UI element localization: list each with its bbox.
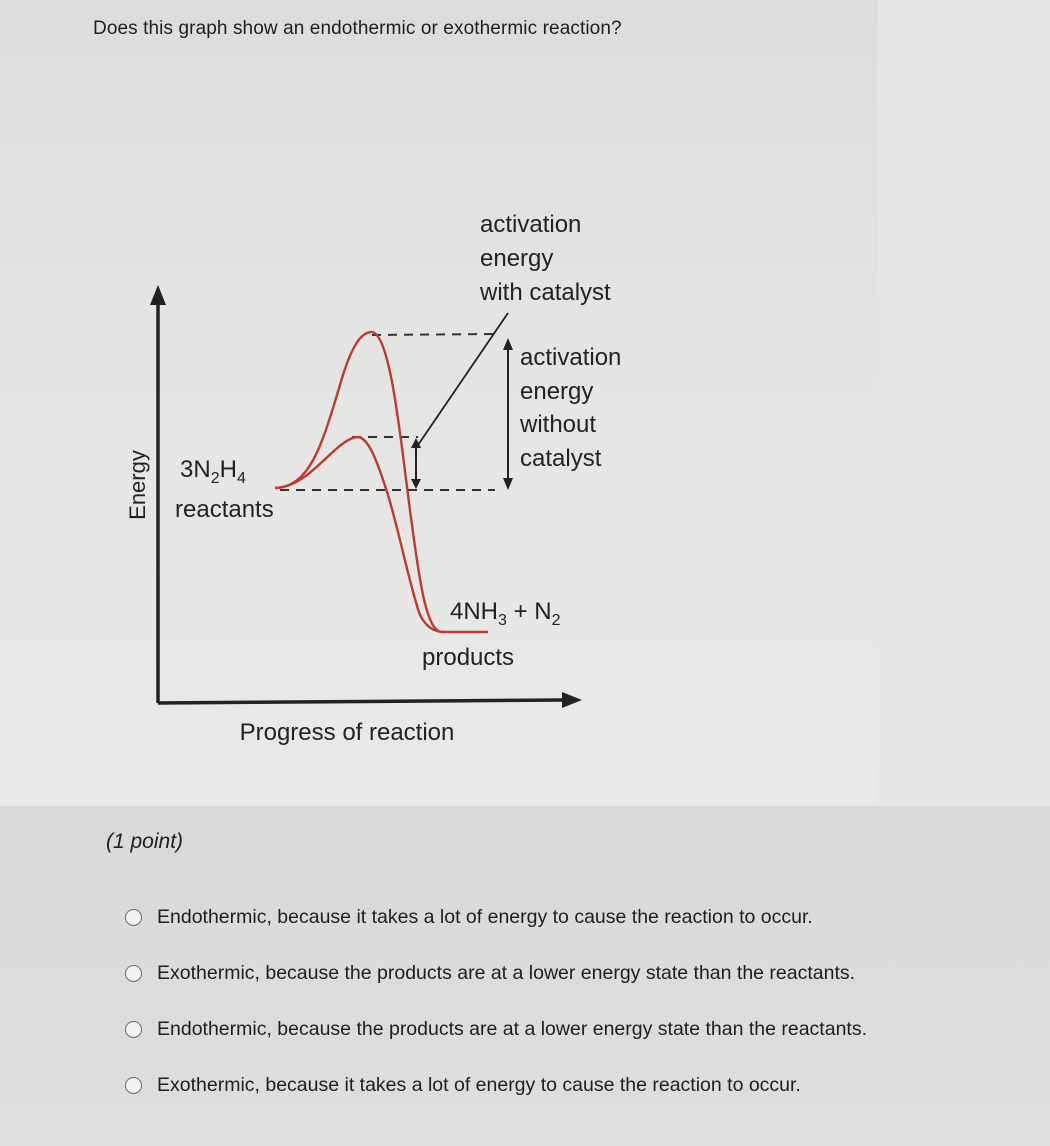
choice-3-label: Endothermic, because the products are at a lower energy state than the reactants. xyxy=(157,1018,867,1040)
choice-1[interactable] xyxy=(125,906,813,929)
curve-without-catalyst xyxy=(275,332,488,632)
radio-button[interactable] xyxy=(125,1021,142,1038)
radio-button[interactable] xyxy=(125,909,142,926)
without-catalyst-label-3: without xyxy=(520,411,597,438)
question-text: Does this graph show an endothermic or exothermic reaction? xyxy=(93,18,622,39)
product-formula: $4NH_3 + N_2$ xyxy=(450,598,561,629)
energy-diagram xyxy=(100,195,720,765)
choice-4[interactable] xyxy=(125,1074,801,1097)
arrow-with-catalyst-head-bottom xyxy=(411,479,421,489)
choice-2-label: Exothermic, because the products are at a lower energy state than the reactants. xyxy=(157,962,856,984)
radio-button[interactable] xyxy=(125,1077,142,1094)
choice-3[interactable] xyxy=(125,1018,867,1041)
reactant-label: reactants xyxy=(175,496,274,523)
x-axis xyxy=(158,700,565,703)
points-label: (1 point) xyxy=(106,830,184,853)
choice-2[interactable] xyxy=(125,962,855,985)
with-catalyst-label-2: energy xyxy=(480,245,554,272)
x-axis-label: Progress of reaction xyxy=(239,719,455,746)
arrow-without-catalyst-head-bottom xyxy=(503,478,513,490)
radio-button[interactable] xyxy=(125,965,142,982)
y-axis-arrow xyxy=(150,285,166,305)
x-axis-arrow xyxy=(562,692,582,708)
peak-without-catalyst-dashed xyxy=(372,334,500,335)
arrow-without-catalyst-head-top xyxy=(503,338,513,350)
reactant-formula: $3N_2H_4$ xyxy=(180,456,246,487)
without-catalyst-label-2: energy xyxy=(520,378,594,405)
y-axis-label: Energy xyxy=(125,450,150,520)
without-catalyst-label-1: activation xyxy=(520,344,622,371)
product-label: products xyxy=(422,644,515,671)
with-catalyst-label-1: activation xyxy=(480,211,582,238)
choice-4-label: Exothermic, because it takes a lot of energy to cause the reaction to occur. xyxy=(157,1074,801,1096)
without-catalyst-label-4: catalyst xyxy=(520,445,602,472)
with-catalyst-label-3: with catalyst xyxy=(480,279,611,306)
choice-1-label: Endothermic, because it takes a lot of energy to cause the reaction to occur. xyxy=(157,906,813,928)
pointer-with-catalyst xyxy=(418,313,508,445)
curve-with-catalyst xyxy=(275,437,444,632)
